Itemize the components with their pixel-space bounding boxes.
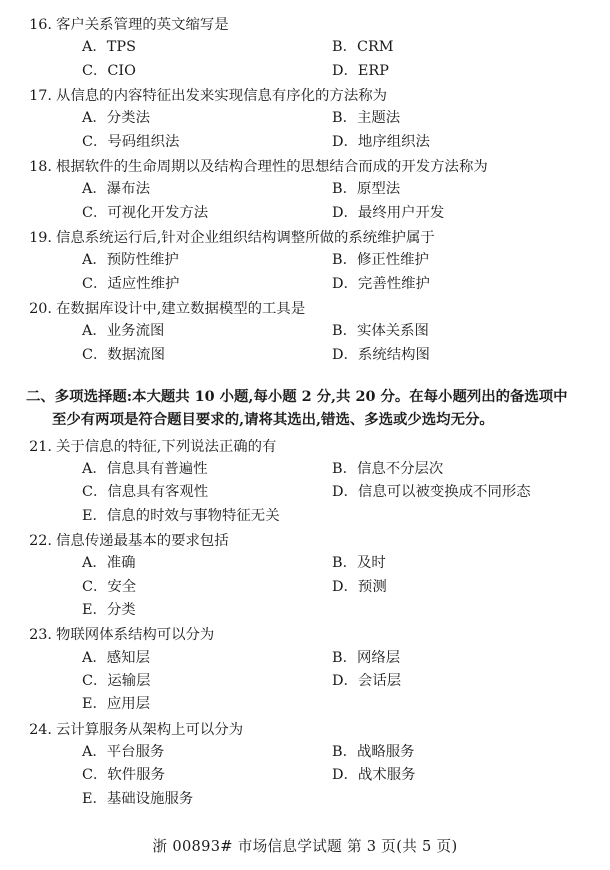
option-row bbox=[26, 202, 576, 225]
question-number: 21. bbox=[29, 438, 52, 455]
question-stem bbox=[26, 14, 576, 36]
option-row bbox=[26, 741, 576, 764]
option-a[interactable]: A．准确 bbox=[82, 555, 136, 572]
option-a[interactable]: A．感知层 bbox=[82, 649, 150, 666]
option-a[interactable]: A．预防性维护 bbox=[82, 252, 179, 269]
question-stem bbox=[26, 624, 576, 646]
option-b[interactable]: B．实体关系图 bbox=[332, 323, 429, 340]
option-row bbox=[26, 647, 576, 670]
option-a[interactable]: A．信息具有普遍性 bbox=[82, 460, 208, 477]
question-text: 物联网体系结构可以分为 bbox=[56, 627, 215, 644]
option-row bbox=[26, 788, 576, 811]
question-21 bbox=[26, 436, 576, 528]
option-d[interactable]: D．战术服务 bbox=[332, 767, 416, 784]
page-footer: 浙 00893# 市场信息学试题 第 3 页(共 5 页) bbox=[152, 838, 458, 855]
question-number: 20. bbox=[29, 300, 52, 317]
question-stem bbox=[26, 85, 576, 107]
question-text: 根据软件的生命周期以及结构合理性的思想结合而成的开发方法称为 bbox=[56, 158, 488, 175]
question-stem bbox=[26, 719, 576, 741]
question-number: 24. bbox=[29, 721, 52, 738]
option-c[interactable]: C．可视化开发方法 bbox=[82, 204, 209, 221]
option-c[interactable]: C．CIO bbox=[82, 62, 136, 79]
question-text: 从信息的内容特征出发来实现信息有序化的方法称为 bbox=[56, 87, 387, 104]
option-c[interactable]: C．软件服务 bbox=[82, 767, 165, 784]
question-18 bbox=[26, 156, 576, 225]
question-text: 关于信息的特征,下列说法正确的有 bbox=[56, 438, 277, 455]
option-b[interactable]: B．CRM bbox=[332, 39, 394, 56]
option-row bbox=[26, 178, 576, 201]
question-text: 信息传递最基本的要求包括 bbox=[56, 532, 229, 549]
question-text: 客户关系管理的英文缩写是 bbox=[56, 17, 229, 33]
question-number: 18. bbox=[29, 158, 52, 175]
option-row bbox=[26, 36, 576, 59]
option-c[interactable]: C．运输层 bbox=[82, 672, 151, 689]
option-c[interactable]: C．适应性维护 bbox=[82, 275, 180, 292]
option-row bbox=[26, 60, 576, 83]
option-row bbox=[26, 693, 576, 716]
option-d[interactable]: D．信息可以被变换成不同形态 bbox=[332, 484, 531, 501]
option-e[interactable]: E．应用层 bbox=[82, 696, 151, 713]
option-d[interactable]: D．地序组织法 bbox=[332, 133, 430, 150]
option-row bbox=[26, 599, 576, 622]
option-d[interactable]: D．最终用户开发 bbox=[332, 204, 445, 221]
option-row bbox=[26, 131, 576, 154]
option-d[interactable]: D．会话层 bbox=[332, 672, 402, 689]
option-row bbox=[26, 249, 576, 272]
option-row bbox=[26, 576, 576, 599]
question-stem bbox=[26, 227, 576, 249]
question-stem bbox=[26, 156, 576, 178]
option-a[interactable]: A．平台服务 bbox=[82, 743, 165, 760]
question-24 bbox=[26, 719, 576, 811]
section-two-continuation: 至少有两项是符合题目要求的,请将其选出,错选、多选或少选均无分。 bbox=[52, 411, 494, 429]
option-a[interactable]: A．TPS bbox=[82, 39, 136, 56]
question-20 bbox=[26, 298, 576, 367]
option-e[interactable]: E．分类 bbox=[82, 601, 136, 618]
option-row bbox=[26, 670, 576, 693]
section-two-heading bbox=[26, 385, 576, 432]
option-a[interactable]: A．瀑布法 bbox=[82, 181, 150, 198]
question-stem bbox=[26, 436, 576, 458]
question-text: 云计算服务从架构上可以分为 bbox=[56, 721, 244, 738]
option-b[interactable]: B．及时 bbox=[332, 555, 386, 572]
question-text: 信息系统运行后,针对企业组织结构调整所做的系统维护属于 bbox=[56, 229, 435, 246]
question-22 bbox=[26, 530, 576, 622]
question-number: 19. bbox=[29, 229, 52, 246]
option-a[interactable]: A．业务流图 bbox=[82, 323, 165, 340]
option-row bbox=[26, 344, 576, 367]
question-stem bbox=[26, 298, 576, 320]
question-23 bbox=[26, 624, 576, 716]
option-b[interactable]: B．修正性维护 bbox=[332, 252, 429, 269]
option-row bbox=[26, 320, 576, 343]
option-e[interactable]: E．基础设施服务 bbox=[82, 790, 194, 807]
question-stem bbox=[26, 530, 576, 552]
option-row bbox=[26, 273, 576, 296]
option-d[interactable]: D．系统结构图 bbox=[332, 346, 430, 363]
option-c[interactable]: C．数据流图 bbox=[82, 346, 165, 363]
option-e[interactable]: E．信息的时效与事物特征无关 bbox=[82, 507, 280, 524]
option-row bbox=[26, 481, 576, 504]
question-19 bbox=[26, 227, 576, 296]
option-b[interactable]: B．信息不分层次 bbox=[332, 460, 444, 477]
question-number: 16. bbox=[29, 17, 52, 33]
option-d[interactable]: D．预测 bbox=[332, 578, 387, 595]
option-b[interactable]: B．战略服务 bbox=[332, 743, 415, 760]
option-d[interactable]: D．ERP bbox=[332, 62, 389, 79]
option-b[interactable]: B．网络层 bbox=[332, 649, 401, 666]
option-row bbox=[26, 505, 576, 528]
option-c[interactable]: C．号码组织法 bbox=[82, 133, 180, 150]
question-number: 22. bbox=[29, 532, 52, 549]
option-b[interactable]: B．主题法 bbox=[332, 110, 401, 127]
question-17 bbox=[26, 85, 576, 154]
question-number: 23. bbox=[29, 627, 52, 644]
section-two-lead: 二、多项选择题:本大题共 10 小题,每小题 2 分,共 20 分。在每小题列出的备选项中 bbox=[26, 387, 568, 405]
option-row bbox=[26, 764, 576, 787]
option-c[interactable]: C．安全 bbox=[82, 578, 137, 595]
option-d[interactable]: D．完善性维护 bbox=[332, 275, 430, 292]
option-c[interactable]: C．信息具有客观性 bbox=[82, 484, 209, 501]
question-text: 在数据库设计中,建立数据模型的工具是 bbox=[56, 300, 306, 317]
option-a[interactable]: A．分类法 bbox=[82, 110, 150, 127]
option-row bbox=[26, 552, 576, 575]
question-number: 17. bbox=[29, 87, 52, 104]
option-row bbox=[26, 107, 576, 130]
option-b[interactable]: B．原型法 bbox=[332, 181, 401, 198]
option-row bbox=[26, 458, 576, 481]
question-16 bbox=[26, 14, 576, 83]
